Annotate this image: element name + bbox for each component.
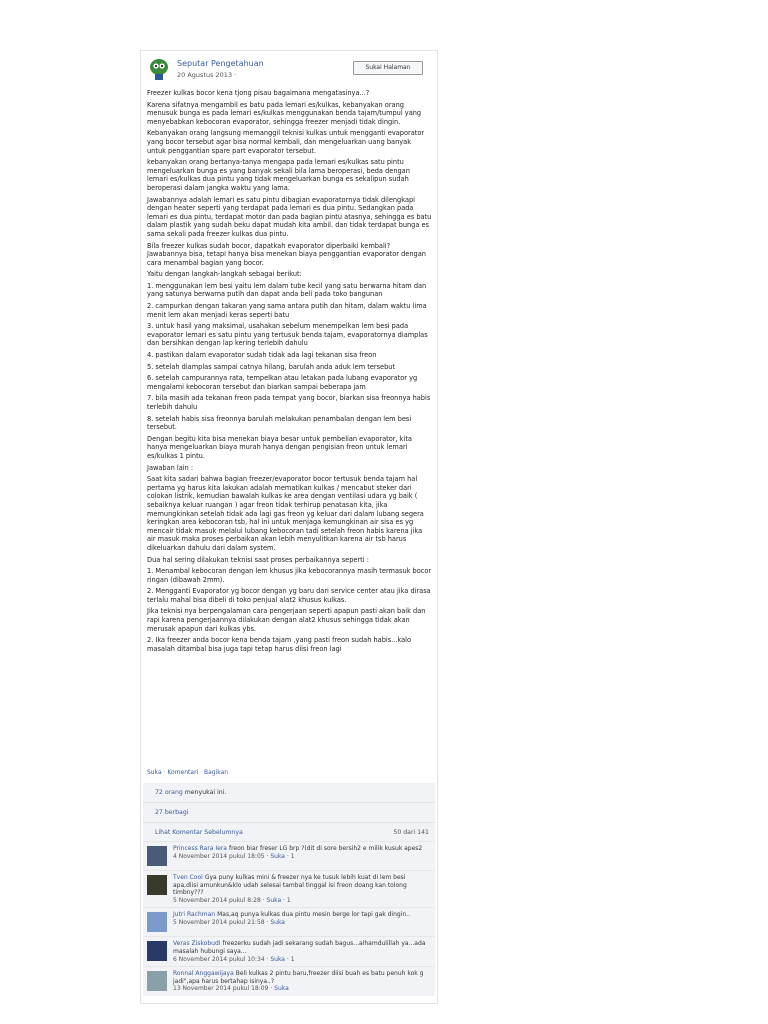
comment-text: freezerku sudah jadi sekarang sudah bagus...alhamdulillah ya...ada masalah hubungi saya...: [173, 940, 426, 955]
comment-author[interactable]: Tven Cool: [173, 874, 203, 881]
post-paragraph: Freezer kulkas bocor kena tjong pisau bagaimana mengatasinya...?: [147, 89, 370, 97]
post-paragraph: Jika teknisi nya berpengalaman cara pengerjaan seperti apapun pasti akan baik dan rapi karena pengerjaannya dilakukan dengan alat2 khusus sehingga tidak akan merusak apapun dari kulkas ybs.: [147, 607, 426, 633]
comment-author[interactable]: Ronnal Anggawijaya: [173, 970, 234, 978]
commenter-avatar[interactable]: [147, 846, 167, 866]
post-paragraph: 1. Menambal kebocoran dengan lem khusus jika kebocorannya masih termasuk bocor ringan (dibawah 2mm).: [147, 567, 432, 584]
comment-like-count: 1: [286, 896, 291, 904]
post-paragraph: 3. untuk hasil yang maksimal, usahakan sebelum menempelkan lem besi pada evaporator lemari es satu pintu yang tertusuk benda tajam, evaporatornya diamplas dan bersihkan dengan lap kering terlebih dahulu: [147, 322, 428, 348]
comment-item: [143, 907, 435, 936]
post-paragraph: 2. campurkan dengan takaran yang sama antara putih dan hitam, dalam waktu lima menit lem akan menjadi keras seperti batu: [147, 302, 427, 319]
post-paragraph: Jawaban lain :: [147, 463, 194, 472]
comment-text: Mas,aq punya kulkas dua pintu mesin berge lor tapi gak dingin..: [217, 911, 410, 919]
comment-item: [143, 966, 435, 996]
comment-meta: 4 November 2014 pukul 18:05 · Suka · 1: [173, 852, 295, 860]
post-stats: [143, 783, 435, 843]
post-paragraph: Saat kita sadari bahwa bagian freezer/evaporator bocor tertusuk benda tajam hal pertama yg harus kita lakukan adalah mematikan kulkas / mencabut steker dari colokan listrik, kemudian bawalah kulkas ke area dengan ventilasi udara yg baik ( sebaiknya keluar ruangan ) agar freon tidak terhirup penatasan kita, jika memungkinkan setelah tidak ada lagi gas freon yg keluar dari dalam lubang segera keringkan area kebocoran tsb, hal ini untuk menjaga kemungkinan air sisa es yg mencair tidak masuk melalui lubang kebocoran tadi setelah freon habis karena jika air masuk maka proses perbaikan akan lebih menyulitkan karena air tsb harus dikeluarkan dahulu dari dalam system.: [147, 475, 424, 552]
comment-date[interactable]: 4 November 2014 pukul 18:05: [173, 852, 265, 860]
comment-list: [143, 841, 435, 996]
comment-text: freon biar freser LG brp ?(dit di sore bersih2 e milik kusuk apes2: [228, 845, 423, 852]
post-paragraph: 1. menggunakan lem besi yaitu lem dalam tube kecil yang satu berwarna hitam dan yang satunya berwarna putih dan dapat anda beli pada toko bangunan: [147, 281, 427, 299]
comment-like-link[interactable]: Suka: [266, 896, 282, 904]
comment-like-count: 1: [290, 852, 295, 860]
likes-text: menyukai ini.: [182, 789, 227, 796]
separator: ·: [161, 769, 168, 776]
comment-author[interactable]: Princess Rara Iera: [173, 845, 227, 852]
post-paragraph: 2. Ika freezer anda bocor kena benda tajam ,yang pasti freon sudah habis...kalo masalah ditambal bisa juga tapi tetap harus diisi freon lagi: [147, 636, 412, 653]
comment-date[interactable]: 13 November 2014 pukul 18:09: [173, 985, 269, 993]
comment-meta: 5 November 2014 pukul 21:58 · Suka: [173, 918, 285, 926]
likes-summary: [143, 783, 435, 803]
post-paragraph: 4. pastikan dalam evaporator sudah tidak ada lagi tekanan sisa freon: [147, 351, 377, 360]
post-paragraph: Bila freezer kulkas sudah bocor, dapatkah evaporator diperbaiki kembali? Jawabannya bisa, tetapi hanya bisa menekan biaya penggantian evaporator dengan cara menambal bagian yang bocor.: [147, 241, 426, 267]
post-paragraph: Jawabannya adalah lemari es satu pintu dibagian evaporatornya tidak dilengkapi dengan heater seperti yang terdapat pada lemari es dua pintu. Sedangkan pada lemari es dua pintu, terdapat motor dan pada bagian pintu atasnya, sehingga es batu dalam plastik yang sudah beku dapat mudah kita ambil. dan tidak terdapat bunga es sama sekali pada freezer kulkas dua pintu.: [147, 195, 432, 238]
comment-item: [143, 870, 435, 907]
commenter-avatar[interactable]: [147, 912, 167, 932]
post-paragraph: 2. Mengganti Evaporator yg bocor dengan yg baru dari service center atau jika dirasa terlalu mahal bisa dibeli di toko penjual alat2 khusus kulkas.: [147, 587, 431, 604]
post-paragraph: 8. setelah habis sisa freonnya barulah melakukan penambalan dengan lem besi tersebut.: [147, 414, 412, 432]
page-avatar-icon[interactable]: [147, 57, 171, 81]
comment-date[interactable]: 5 November 2014 pukul 21:58: [173, 918, 265, 926]
separator: ·: [198, 769, 204, 776]
comment-date[interactable]: 6 November 2014 pukul 10:34: [173, 955, 265, 963]
view-previous-comments-link[interactable]: Lihat Komentar Sebelumnya: [155, 829, 243, 836]
post-paragraph: 5. setelah diamplas sampai catnya hilang, barulah anda aduk lem tersebut: [147, 362, 396, 371]
comment-author[interactable]: Jutri Rachman: [173, 911, 216, 919]
comment-count: 50 dari 141: [393, 829, 429, 836]
comment-like-count: 1: [290, 955, 295, 963]
post-paragraph: Kebanyakan orang langsung memanggil teknisi kulkas untuk mengganti evaporator yang bocor tersebut agar bisa normal kembali, dan mengeluarkan uang banyak untuk penggantian spare part evaporator tersebut.: [147, 129, 425, 155]
like-link[interactable]: Suka: [147, 769, 162, 776]
comment-item: [143, 841, 435, 870]
post-paragraph: 6. setelah campurannya rata, tempelkan atau letakan pada lubang evaporator yg mengalami kebocoran tersebut dan biarkan sampai beberapa jam: [147, 374, 418, 391]
comment-text: Beli kulkas 2 pintu baru,freezer diisi buah es batu penuh kok g jadi",apa harus bertahap isinya..?: [173, 970, 424, 985]
post-date[interactable]: 20 Agustus 2013 ·: [177, 71, 237, 79]
comment-item: [143, 936, 435, 966]
post-paragraph: kebanyakan orang bertanya-tanya mengapa pada lemari es/kulkas satu pintu mengeluarkan bunga es yang banyak sekali bila lama beroperasi, beda dengan lemari es/kulkas dua pintu yang tidak mengeluarkan bunga es sekalipun sudah beroperasi dalam jangka waktu yang lama.: [147, 158, 410, 192]
commenter-avatar[interactable]: [147, 971, 167, 991]
shares-link[interactable]: 27 berbagi: [143, 803, 435, 823]
likers-link[interactable]: 72 orang: [155, 789, 183, 796]
post-actions: [147, 769, 228, 776]
previous-comments-row: [143, 823, 435, 843]
like-page-button[interactable]: Sukai Halaman: [353, 61, 423, 75]
post-body: [147, 89, 432, 656]
post-paragraph: Dua hal sering dilakukan teknisi saat proses perbaikannya seperti :: [147, 555, 369, 564]
post-paragraph: Dengan begitu kita bisa menekan biaya besar untuk pembelian evaporator, kita hanya mengeluarkan biaya murah hanya dengan pengisian freon untuk lemari es/kulkas 1 pintu.: [147, 434, 412, 460]
comment-like-link[interactable]: Suka: [270, 918, 285, 926]
comment-meta: 6 November 2014 pukul 10:34 · Suka · 1: [173, 955, 295, 963]
post-paragraph: Yaitu dengan langkah-langkah sebagai berikut:: [147, 270, 302, 279]
comment-like-link[interactable]: Suka: [274, 985, 289, 993]
comment-like-link[interactable]: Suka: [270, 852, 285, 860]
facebook-post-card: [140, 50, 438, 1004]
commenter-avatar[interactable]: [147, 941, 167, 961]
post-header: [147, 57, 431, 83]
comment-meta: 13 November 2014 pukul 18:09 · Suka: [173, 985, 289, 993]
page-name-link[interactable]: Seputar Pengetahuan: [177, 59, 264, 68]
comment-like-link[interactable]: Suka: [270, 955, 285, 963]
share-link[interactable]: Bagikan: [203, 769, 229, 776]
post-paragraph: Karena sifatnya mengambil es batu pada lemari es/kulkas, kebanyakan orang menusuk bunga es pada lemari es/kulkas menggunakan benda tajam/tumpul yang menyebabkan kebocoran evaporator, sehingga freezer menjadi tidak dingin.: [147, 100, 422, 126]
comment-author[interactable]: Veras Ziskobudi: [173, 940, 221, 948]
commenter-avatar[interactable]: [147, 875, 167, 895]
post-paragraph: 7. bila masih ada tekanan freon pada tempat yang bocor, biarkan sisa freonnya habis terlebih dahulu: [147, 394, 431, 411]
comment-meta: 5 November 2014 pukul 8:28 · Suka · 1: [173, 896, 291, 904]
comment-link[interactable]: Komentari: [167, 769, 199, 776]
comment-date[interactable]: 5 November 2014 pukul 8:28: [173, 896, 261, 904]
comment-text: Gya puny kulkas mini & freezer nya ke tusuk lebih kuat di lem besi apa,diisi amunkun&klo udah selesai tambal tinggal isi freon doang kan tolong timbny???: [173, 874, 407, 897]
